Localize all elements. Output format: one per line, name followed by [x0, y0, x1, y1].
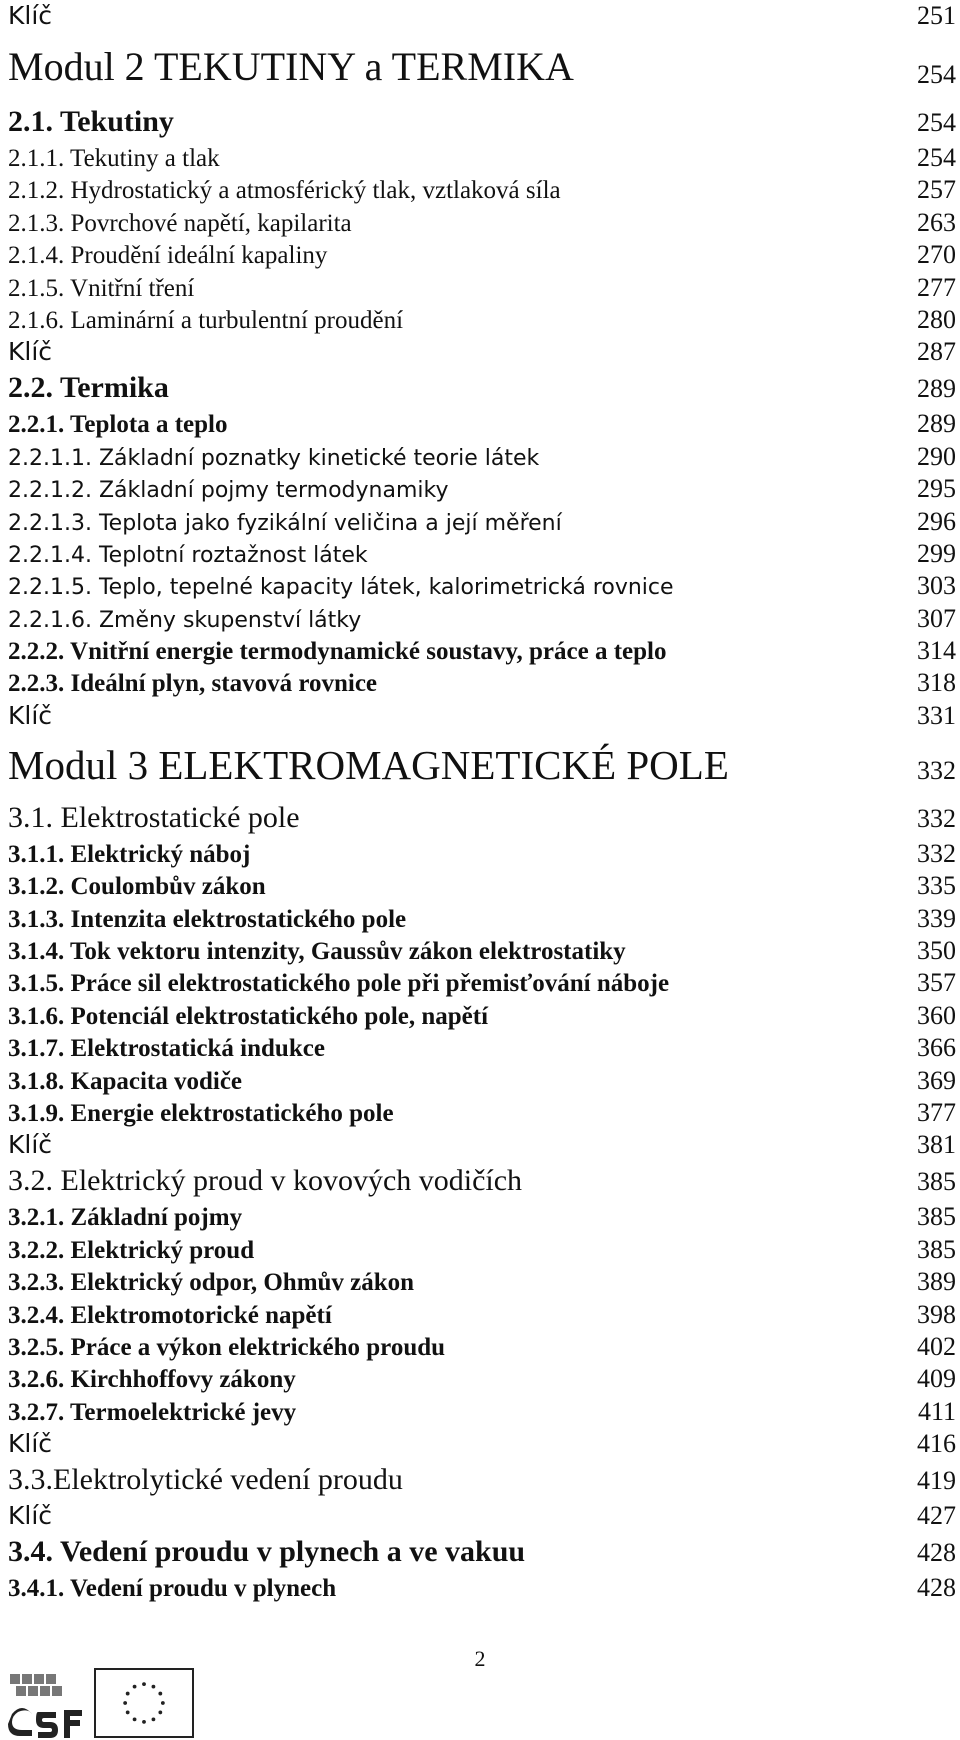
toc-entry	[8, 1161, 956, 1201]
toc-entry	[8, 1532, 956, 1572]
eu-star-icon	[133, 1685, 137, 1689]
toc-entry-page: 303	[917, 571, 956, 601]
toc-entry	[8, 603, 956, 635]
toc-entry	[8, 838, 956, 870]
eu-star-icon	[152, 1717, 156, 1721]
toc-entry	[8, 408, 956, 440]
toc-entry-page: 409	[917, 1364, 956, 1394]
toc-entry-title: Modul 3 ELEKTROMAGNETICKÉ POLE	[8, 741, 729, 788]
toc-entry-page: 350	[917, 936, 956, 966]
toc-entry-page: 295	[917, 474, 956, 504]
toc-entry-title: Klíč	[8, 1429, 53, 1459]
toc-entry-page: 263	[917, 207, 956, 237]
toc-entry	[8, 635, 956, 667]
toc-entry	[8, 102, 956, 142]
toc-entry-title: 3.2.2. Elektrický proud	[8, 1236, 255, 1264]
toc-entry	[8, 174, 956, 206]
toc-entry	[8, 1460, 956, 1500]
eu-flag-icon	[94, 1668, 194, 1738]
toc-entry-page: 307	[917, 603, 956, 633]
toc-entry	[8, 1396, 956, 1428]
toc-entry-page: 270	[917, 240, 956, 270]
toc-entry-page: 381	[917, 1130, 956, 1160]
eu-star-icon	[126, 1711, 130, 1715]
toc-entry	[8, 870, 956, 902]
toc-entry	[8, 1234, 956, 1266]
eu-star-icon	[142, 1720, 146, 1724]
toc-entry	[8, 1129, 956, 1161]
toc-entry-title: 2.2. Termika	[8, 371, 169, 405]
toc-entry	[8, 506, 956, 538]
toc-entry	[8, 1000, 956, 1032]
toc-entry-page: 280	[917, 304, 956, 334]
toc-entry	[8, 473, 956, 505]
toc-entry-page: 331	[917, 700, 956, 730]
toc-entry-title: 3.1.4. Tok vektoru intenzity, Gaussův zákon elektrostatiky	[8, 938, 626, 966]
toc-entry-page: 296	[917, 506, 956, 536]
table-of-contents	[8, 0, 956, 1605]
toc-entry-title: 2.1.1. Tekutiny a tlak	[8, 145, 220, 172]
toc-entry-page: 332	[917, 755, 956, 785]
toc-entry-title: 2.1.2. Hydrostatický a atmosférický tlak, vztlaková síla	[8, 177, 561, 205]
toc-entry-page: 318	[917, 668, 956, 698]
toc-entry	[8, 700, 956, 732]
toc-entry-title: 3.4.1. Vedení proudu v plynech	[8, 1575, 337, 1603]
toc-entry-title: 3.1.1. Elektrický náboj	[8, 840, 251, 868]
toc-entry-page: 385	[917, 1167, 956, 1197]
toc-entry	[8, 1032, 956, 1064]
toc-entry-page: 385	[917, 1202, 956, 1232]
toc-entry-title: 2.2.2. Vnitřní energie termodynamické soustavy, práce a teplo	[8, 638, 667, 666]
page-number: 2	[474, 1646, 486, 1671]
toc-entry-title: 3.1.9. Energie elektrostatického pole	[8, 1099, 394, 1127]
toc-entry	[8, 336, 956, 368]
toc-entry-title: 3.1.2. Coulombův zákon	[8, 873, 266, 901]
toc-entry-title: Klíč	[8, 1, 53, 30]
toc-entry	[8, 304, 956, 336]
toc-entry	[8, 1266, 956, 1298]
toc-entry	[8, 538, 956, 570]
toc-entry	[8, 272, 956, 304]
toc-entry	[8, 368, 956, 408]
toc-entry-title: 3.1.7. Elektrostatická indukce	[8, 1035, 325, 1063]
toc-entry-title: Modul 2 TEKUTINY a TERMIKA	[8, 44, 574, 89]
eu-star-icon	[158, 1692, 162, 1696]
toc-entry-title: 2.2.1.1. Základní poznatky kinetické teorie látek	[8, 445, 540, 471]
toc-entry-page: 287	[917, 337, 956, 367]
toc-entry	[8, 667, 956, 699]
toc-entry	[8, 1428, 956, 1460]
eu-star-icon	[123, 1701, 127, 1705]
toc-entry-page: 416	[917, 1429, 956, 1459]
toc-entry-page: 277	[917, 272, 956, 302]
toc-entry-page: 290	[917, 441, 956, 471]
toc-entry-title: 2.2.1.4. Teplotní roztažnost látek	[8, 542, 368, 568]
toc-entry-title: Klíč	[8, 337, 53, 367]
toc-entry-title: 2.1.3. Povrchové napětí, kapilarita	[8, 209, 352, 237]
toc-entry-page: 254	[917, 60, 956, 89]
toc-entry-page: 339	[917, 903, 956, 933]
toc-entry-title: 3.2.1. Základní pojmy	[8, 1204, 243, 1232]
toc-entry-page: 289	[917, 409, 956, 439]
toc-entry	[8, 142, 956, 174]
eu-star-icon	[133, 1717, 137, 1721]
eu-star-icon	[142, 1682, 146, 1686]
toc-entry-title: 3.2.4. Elektromotorické napětí	[8, 1301, 332, 1329]
toc-entry-page: 257	[917, 175, 956, 205]
toc-entry-title: 2.1.4. Proudění ideální kapaliny	[8, 242, 328, 270]
toc-entry	[8, 1331, 956, 1363]
toc-entry-title: 3.1.8. Kapacita vodiče	[8, 1067, 243, 1095]
eu-star-icon	[152, 1685, 156, 1689]
toc-entry	[8, 1201, 956, 1233]
toc-entry-title: 3.2.5. Práce a výkon elektrického proudu	[8, 1333, 446, 1361]
toc-entry	[8, 798, 956, 838]
toc-entry-page: 428	[917, 1538, 956, 1568]
toc-entry-title: 3.2.6. Kirchhoffovy zákony	[8, 1366, 296, 1394]
toc-entry-page: 357	[917, 968, 956, 998]
toc-entry-page: 389	[917, 1267, 956, 1297]
toc-entry	[8, 441, 956, 473]
toc-entry	[8, 967, 956, 999]
toc-entry-page: 398	[917, 1299, 956, 1329]
toc-entry-title: 3.1.6. Potenciál elektrostatického pole, napětí	[8, 1002, 489, 1030]
toc-entry-title: 3.2.7. Termoelektrické jevy	[8, 1398, 297, 1426]
toc-entry-title: 2.2.3. Ideální plyn, stavová rovnice	[8, 670, 378, 698]
toc-entry-page: 366	[917, 1033, 956, 1063]
toc-entry-title: 3.3.Elektrolytické vedení proudu	[8, 1463, 403, 1497]
toc-entry-page: 360	[917, 1000, 956, 1030]
toc-entry-page: 428	[917, 1573, 956, 1603]
toc-entry	[8, 1065, 956, 1097]
toc-entry-page: 332	[917, 838, 956, 868]
toc-entry-page: 385	[917, 1234, 956, 1264]
toc-entry-title: 2.1. Tekutiny	[8, 105, 174, 138]
toc-entry-page: 402	[917, 1331, 956, 1361]
toc-entry-page: 369	[917, 1065, 956, 1095]
toc-entry	[8, 1572, 956, 1604]
toc-entry-title: 3.1.3. Intenzita elektrostatického pole	[8, 905, 407, 933]
toc-entry-page: 411	[917, 1396, 956, 1426]
toc-entry-title: 2.1.5. Vnitřní tření	[8, 274, 195, 302]
toc-entry-title: 3.1.5. Práce sil elektrostatického pole při přemisťování náboje	[8, 970, 670, 998]
toc-entry-page: 289	[917, 374, 956, 404]
toc-entry	[8, 903, 956, 935]
toc-entry-title: Klíč	[8, 1501, 53, 1531]
toc-entry-title: 3.4. Vedení proudu v plynech a ve vakuu	[8, 1535, 526, 1569]
eu-star-icon	[161, 1701, 165, 1705]
toc-entry	[8, 1500, 956, 1532]
toc-entry-title: Klíč	[8, 1130, 53, 1160]
toc-entry	[8, 732, 956, 798]
toc-entry-page: 254	[917, 143, 956, 172]
toc-entry-page: 419	[917, 1466, 956, 1496]
toc-entry-title: Klíč	[8, 700, 53, 730]
toc-entry-title: 2.2.1. Teplota a teplo	[8, 411, 228, 439]
toc-entry-page: 299	[917, 538, 956, 568]
toc-entry-page: 332	[917, 803, 956, 833]
toc-entry-page: 314	[917, 636, 956, 666]
toc-entry-page: 251	[917, 1, 956, 30]
toc-entry	[8, 1299, 956, 1331]
toc-entry-title: 3.2.3. Elektrický odpor, Ohmův zákon	[8, 1269, 415, 1297]
toc-entry	[8, 207, 956, 239]
toc-entry-title: 3.2. Elektrický proud v kovových vodičích	[8, 1164, 523, 1198]
toc-entry-page: 377	[917, 1097, 956, 1127]
toc-entry	[8, 32, 956, 102]
toc-entry-page: 335	[917, 871, 956, 901]
toc-entry-title: 3.1. Elektrostatické pole	[8, 800, 300, 834]
toc-entry-title: 2.2.1.2. Základní pojmy termodynamiky	[8, 478, 449, 504]
toc-entry-title: 2.2.1.6. Změny skupenství látky	[8, 607, 362, 633]
toc-entry-title: 2.2.1.5. Teplo, tepelné kapacity látek, kalorimetrická rovnice	[8, 575, 674, 601]
toc-entry-title: 2.2.1.3. Teplota jako fyzikální veličina a její měření	[8, 510, 562, 536]
toc-entry	[8, 935, 956, 967]
toc-entry-page: 254	[917, 108, 956, 137]
toc-entry	[8, 0, 956, 32]
toc-entry	[8, 1097, 956, 1129]
eu-star-icon	[126, 1692, 130, 1696]
toc-entry	[8, 239, 956, 271]
toc-entry	[8, 570, 956, 602]
toc-entry-title: 2.1.6. Laminární a turbulentní proudění	[8, 306, 404, 334]
toc-entry	[8, 1363, 956, 1395]
toc-entry-page: 427	[917, 1501, 956, 1531]
eu-star-icon	[158, 1711, 162, 1715]
esf-logo-icon	[8, 1670, 88, 1738]
